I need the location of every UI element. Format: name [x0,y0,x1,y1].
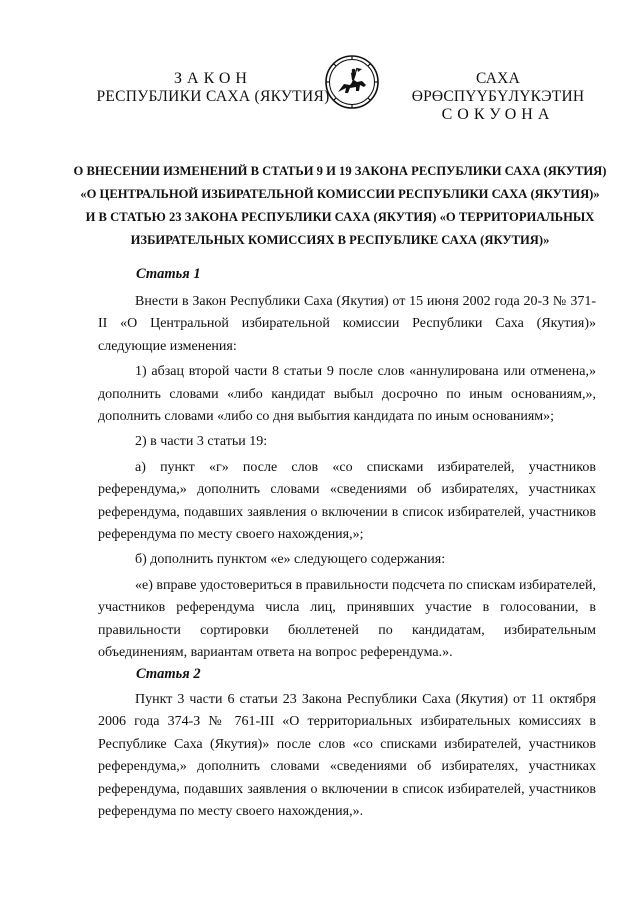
article1-paragraph: б) дополнить пунктом «е» следующего содержания: [135,552,446,568]
article1-heading: Статья 1 [136,266,201,282]
header-right-line2: СОКУОНА [441,106,555,123]
header-left-line1: ЗАКОН [174,70,252,87]
document-title [70,160,610,252]
article1-body [98,291,596,668]
header-right [388,70,608,124]
article2-body [98,689,596,826]
header-right-line1: САХА ӨРӨСПҮҮБҮЛҮКЭТИН [411,70,585,105]
coat-of-arms-icon [324,54,380,110]
title-line: ИЗБИРАТЕЛЬНЫХ КОМИССИЯХ В РЕСПУБЛИКЕ САХА (ЯКУТИЯ)» [130,233,550,247]
title-line: И В СТАТЬЮ 23 ЗАКОНА РЕСПУБЛИКИ САХА (ЯКУТИЯ) «О ТЕРРИТОРИАЛЬНЫХ [85,210,595,224]
title-line: «О ЦЕНТРАЛЬНОЙ ИЗБИРАТЕЛЬНОЙ КОМИССИИ РЕСПУБЛИКИ САХА (ЯКУТИЯ)» [80,187,600,201]
article2-heading: Статья 2 [136,666,201,682]
title-line: О ВНЕСЕНИИ ИЗМЕНЕНИЙ В СТАТЬИ 9 И 19 ЗАКОНА РЕСПУБЛИКИ САХА (ЯКУТИЯ) [73,164,607,178]
article1-paragraph: 2) в части 3 статьи 19: [135,434,268,450]
article2-paragraph: Пункт 3 части 6 статьи 23 Закона Республики Саха (Якутия) от 11 октября 2006 года 374-З № 761-III «О территориальных избирательных комиссиях в Республике Саха (Якутия)» после слов «со списками избирателей, участников референдума,» дополнить словами «сведениями об избирателях, участниках референдума, подавших заявления о включении в список избирателей, участников референдума по месту своего нахождения,». [98,692,596,820]
article1-paragraph: 1) абзац второй части 8 статьи 9 после слов «аннулирована или отменена,» дополнить словами «либо кандидат выбыл досрочно по иным основаниям,», дополнить словами «либо со дня выбытия кандидата по иным основаниям»; [98,364,596,425]
article1-paragraph: «е) вправе удостовериться в правильности подсчета по спискам избирателей, участников референдума числа лиц, принявших участие в голосовании, в правильности сортировки бюллетеней по кандидатам, избирательным объединениям, вариантам ответа на вопрос референдума.». [98,577,597,661]
article1-paragraph: Внести в Закон Республики Саха (Якутия) от 15 июня 2002 года 20-З № 371-II «О Центральной избирательной комиссии Республики Саха (Якутия)» следующие изменения: [98,294,596,354]
header-left [94,70,332,106]
article1-paragraph: а) пункт «г» после слов «со списками избирателей, участников референдума,» дополнить словами «сведениями об избирателях, участниках референдума, подавших заявления о включении в список избирателей, участников референдума по месту своего нахождения,»; [98,459,596,543]
header-left-line2: РЕСПУБЛИКИ САХА (ЯКУТИЯ) [96,88,330,105]
